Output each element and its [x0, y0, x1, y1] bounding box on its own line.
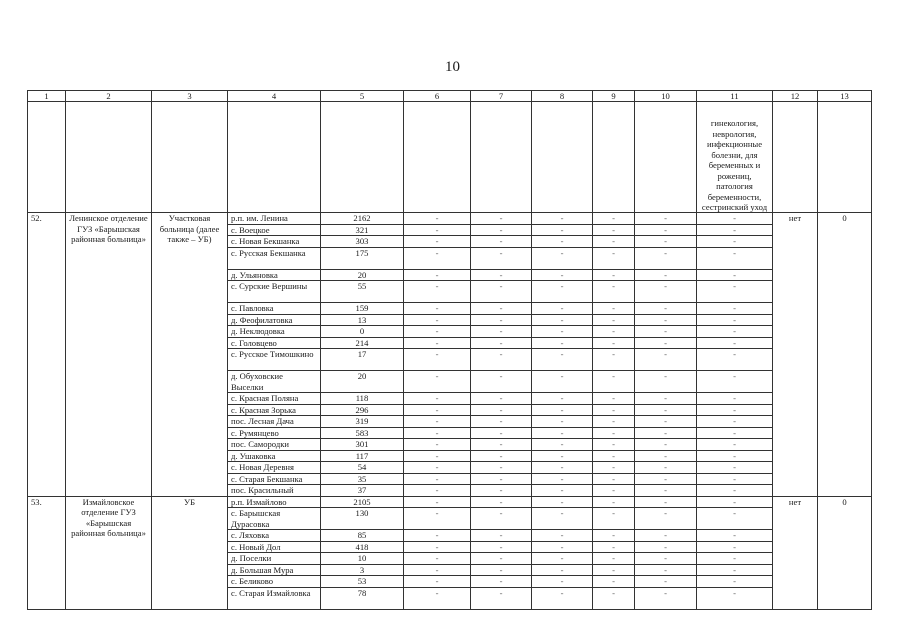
dash-cell: -	[635, 530, 697, 541]
dash-cell: -	[404, 213, 471, 224]
dash-cell: -	[697, 314, 773, 325]
dash-cell: -	[635, 236, 697, 247]
dash-cell: -	[635, 393, 697, 404]
dash-cell: -	[404, 576, 471, 587]
empty-cell	[818, 102, 872, 213]
facility-type: УБ	[152, 496, 228, 609]
dash-cell: -	[532, 462, 593, 473]
dash-cell: -	[697, 553, 773, 564]
dash-cell: -	[635, 576, 697, 587]
dash-cell: -	[404, 224, 471, 235]
dash-cell: -	[635, 213, 697, 224]
dash-cell: -	[404, 587, 471, 609]
dash-cell: -	[697, 247, 773, 269]
dash-cell: -	[593, 404, 635, 415]
dash-cell: -	[593, 281, 635, 303]
settlement-name: с. Новый Дол	[228, 541, 321, 552]
dash-cell: -	[593, 530, 635, 541]
dash-cell: -	[532, 349, 593, 371]
dash-cell: -	[697, 473, 773, 484]
dash-cell: -	[404, 314, 471, 325]
dash-cell: -	[593, 416, 635, 427]
dash-cell: -	[471, 496, 532, 507]
dash-cell: -	[593, 462, 635, 473]
population-value: 118	[321, 393, 404, 404]
dash-cell: -	[593, 508, 635, 530]
population-value: 55	[321, 281, 404, 303]
settlement-name: р.п. им. Ленина	[228, 213, 321, 224]
dash-cell: -	[471, 326, 532, 337]
population-value: 35	[321, 473, 404, 484]
header-cell: 8	[532, 91, 593, 102]
settlement-name: с. Ляховка	[228, 530, 321, 541]
settlement-name: д. Ушаковка	[228, 450, 321, 461]
dash-cell: -	[532, 439, 593, 450]
dash-cell: -	[471, 508, 532, 530]
dash-cell: -	[593, 393, 635, 404]
settlement-name: с. Старая Бекшанка	[228, 473, 321, 484]
dash-cell: -	[532, 450, 593, 461]
dash-cell: -	[697, 587, 773, 609]
settlement-name: с. Старая Измайловка	[228, 587, 321, 609]
population-value: 17	[321, 349, 404, 371]
dash-cell: -	[593, 326, 635, 337]
dash-cell: -	[532, 224, 593, 235]
dash-cell: -	[471, 587, 532, 609]
dash-cell: -	[635, 462, 697, 473]
population-value: 418	[321, 541, 404, 552]
dash-cell: -	[532, 371, 593, 393]
dash-cell: -	[697, 496, 773, 507]
dash-cell: -	[404, 541, 471, 552]
dash-cell: -	[697, 236, 773, 247]
empty-cell	[66, 102, 152, 213]
settlement-name: д. Обуховские Выселки	[228, 371, 321, 393]
dash-cell: -	[471, 427, 532, 438]
settlement-name: с. Беликово	[228, 576, 321, 587]
document-table	[27, 90, 872, 610]
dash-cell: -	[593, 236, 635, 247]
dash-cell: -	[635, 587, 697, 609]
dash-cell: -	[532, 553, 593, 564]
dash-cell: -	[697, 462, 773, 473]
dash-cell: -	[593, 496, 635, 507]
dash-cell: -	[532, 473, 593, 484]
population-value: 583	[321, 427, 404, 438]
dash-cell: -	[471, 485, 532, 496]
dash-cell: -	[471, 236, 532, 247]
table-row	[28, 496, 872, 507]
continuation-col11-cell: гинекология, неврология, инфекционные болезни, для беременных и рожениц, патология беременности, сестринский уход	[697, 102, 773, 213]
population-value: 2105	[321, 496, 404, 507]
dash-cell: -	[404, 564, 471, 575]
empty-cell	[773, 102, 818, 213]
header-cell: 13	[818, 91, 872, 102]
population-value: 296	[321, 404, 404, 415]
dash-cell: -	[471, 576, 532, 587]
dash-cell: -	[404, 473, 471, 484]
dash-cell: -	[635, 450, 697, 461]
dash-cell: -	[635, 281, 697, 303]
dash-cell: -	[471, 349, 532, 371]
settlement-name: с. Воецкое	[228, 224, 321, 235]
continuation-row	[28, 102, 872, 213]
dash-cell: -	[471, 224, 532, 235]
dash-cell: -	[635, 303, 697, 314]
dash-cell: -	[471, 337, 532, 348]
dash-cell: -	[404, 349, 471, 371]
dash-cell: -	[404, 485, 471, 496]
dash-cell: -	[404, 326, 471, 337]
header-row	[28, 91, 872, 102]
dash-cell: -	[471, 247, 532, 269]
population-value: 301	[321, 439, 404, 450]
dash-cell: -	[471, 269, 532, 280]
settlement-name: с. Павловка	[228, 303, 321, 314]
dash-cell: -	[593, 576, 635, 587]
population-value: 85	[321, 530, 404, 541]
population-value: 117	[321, 450, 404, 461]
empty-cell	[532, 102, 593, 213]
dash-cell: -	[532, 281, 593, 303]
dash-cell: -	[593, 439, 635, 450]
dash-cell: -	[635, 496, 697, 507]
table-row	[28, 213, 872, 224]
dash-cell: -	[593, 213, 635, 224]
dash-cell: -	[532, 427, 593, 438]
population-value: 321	[321, 224, 404, 235]
dash-cell: -	[532, 236, 593, 247]
header-cell: 3	[152, 91, 228, 102]
dash-cell: -	[635, 349, 697, 371]
dash-cell: -	[532, 496, 593, 507]
settlement-name: с. Румянцево	[228, 427, 321, 438]
empty-cell	[152, 102, 228, 213]
empty-cell	[228, 102, 321, 213]
population-value: 13	[321, 314, 404, 325]
dash-cell: -	[593, 224, 635, 235]
dash-cell: -	[532, 485, 593, 496]
dash-cell: -	[532, 564, 593, 575]
dash-cell: -	[532, 326, 593, 337]
dash-cell: -	[697, 508, 773, 530]
dash-cell: -	[697, 269, 773, 280]
section-number: 53.	[28, 496, 66, 609]
population-value: 2162	[321, 213, 404, 224]
dash-cell: -	[471, 462, 532, 473]
header-cell: 12	[773, 91, 818, 102]
dash-cell: -	[635, 473, 697, 484]
dash-cell: -	[635, 224, 697, 235]
dash-cell: -	[593, 247, 635, 269]
dash-cell: -	[593, 541, 635, 552]
dash-cell: -	[404, 371, 471, 393]
settlement-name: с. Барышская Дурасовка	[228, 508, 321, 530]
population-value: 214	[321, 337, 404, 348]
population-value: 319	[321, 416, 404, 427]
col12-value: нет	[773, 496, 818, 609]
empty-cell	[321, 102, 404, 213]
population-value: 78	[321, 587, 404, 609]
header-cell: 5	[321, 91, 404, 102]
dash-cell: -	[471, 473, 532, 484]
dash-cell: -	[697, 485, 773, 496]
settlement-name: с. Русское Тимошкино	[228, 349, 321, 371]
dash-cell: -	[404, 281, 471, 303]
dash-cell: -	[532, 393, 593, 404]
dash-cell: -	[471, 416, 532, 427]
dash-cell: -	[593, 485, 635, 496]
dash-cell: -	[697, 416, 773, 427]
dash-cell: -	[404, 450, 471, 461]
population-value: 20	[321, 269, 404, 280]
dash-cell: -	[404, 269, 471, 280]
header-cell: 7	[471, 91, 532, 102]
header-cell: 6	[404, 91, 471, 102]
population-value: 303	[321, 236, 404, 247]
dash-cell: -	[471, 303, 532, 314]
dash-cell: -	[532, 337, 593, 348]
dash-cell: -	[532, 247, 593, 269]
dash-cell: -	[532, 303, 593, 314]
dash-cell: -	[697, 371, 773, 393]
dash-cell: -	[697, 439, 773, 450]
dash-cell: -	[532, 576, 593, 587]
dash-cell: -	[471, 393, 532, 404]
dash-cell: -	[593, 450, 635, 461]
empty-cell	[28, 102, 66, 213]
header-cell: 4	[228, 91, 321, 102]
dash-cell: -	[593, 303, 635, 314]
dash-cell: -	[697, 337, 773, 348]
population-value: 37	[321, 485, 404, 496]
dash-cell: -	[593, 269, 635, 280]
settlement-name: с. Красная Зорька	[228, 404, 321, 415]
dash-cell: -	[471, 439, 532, 450]
dash-cell: -	[471, 530, 532, 541]
dash-cell: -	[593, 564, 635, 575]
col12-value: нет	[773, 213, 818, 496]
dash-cell: -	[404, 508, 471, 530]
dash-cell: -	[404, 462, 471, 473]
dash-cell: -	[635, 247, 697, 269]
population-value: 175	[321, 247, 404, 269]
dash-cell: -	[471, 450, 532, 461]
dash-cell: -	[593, 473, 635, 484]
settlement-name: д. Неклюдовка	[228, 326, 321, 337]
population-value: 3	[321, 564, 404, 575]
settlement-name: с. Головцево	[228, 337, 321, 348]
settlement-name: пос. Самородки	[228, 439, 321, 450]
empty-cell	[404, 102, 471, 213]
population-value: 54	[321, 462, 404, 473]
empty-cell	[635, 102, 697, 213]
dash-cell: -	[635, 314, 697, 325]
dash-cell: -	[697, 349, 773, 371]
settlement-name: д. Феофилатовка	[228, 314, 321, 325]
dash-cell: -	[635, 439, 697, 450]
dash-cell: -	[593, 427, 635, 438]
dash-cell: -	[404, 530, 471, 541]
dash-cell: -	[635, 427, 697, 438]
dash-cell: -	[404, 303, 471, 314]
settlement-name: с. Сурские Вершины	[228, 281, 321, 303]
organization-name: Измайловское отделение ГУЗ «Барышская районная больница»	[66, 496, 152, 609]
dash-cell: -	[471, 541, 532, 552]
dash-cell: -	[532, 213, 593, 224]
dash-cell: -	[697, 404, 773, 415]
dash-cell: -	[471, 213, 532, 224]
population-value: 159	[321, 303, 404, 314]
settlement-name: д. Ульяновка	[228, 269, 321, 280]
settlement-name: пос. Красильный	[228, 485, 321, 496]
page-number: 10	[445, 59, 460, 75]
dash-cell: -	[697, 224, 773, 235]
empty-cell	[471, 102, 532, 213]
dash-cell: -	[532, 404, 593, 415]
col13-value: 0	[818, 213, 872, 496]
population-value: 0	[321, 326, 404, 337]
dash-cell: -	[471, 371, 532, 393]
dash-cell: -	[697, 564, 773, 575]
dash-cell: -	[532, 416, 593, 427]
dash-cell: -	[697, 450, 773, 461]
dash-cell: -	[635, 541, 697, 552]
dash-cell: -	[635, 553, 697, 564]
dash-cell: -	[404, 496, 471, 507]
dash-cell: -	[635, 326, 697, 337]
population-value: 53	[321, 576, 404, 587]
dash-cell: -	[471, 564, 532, 575]
dash-cell: -	[471, 314, 532, 325]
dash-cell: -	[404, 404, 471, 415]
dash-cell: -	[593, 587, 635, 609]
dash-cell: -	[532, 508, 593, 530]
settlement-name: с. Русская Бекшанка	[228, 247, 321, 269]
dash-cell: -	[635, 564, 697, 575]
dash-cell: -	[697, 303, 773, 314]
dash-cell: -	[635, 416, 697, 427]
dash-cell: -	[532, 541, 593, 552]
dash-cell: -	[532, 314, 593, 325]
dash-cell: -	[404, 416, 471, 427]
dash-cell: -	[635, 337, 697, 348]
header-cell: 10	[635, 91, 697, 102]
dash-cell: -	[593, 553, 635, 564]
organization-name: Ленинское отделение ГУЗ «Барышская районная больница»	[66, 213, 152, 496]
col13-value: 0	[818, 496, 872, 609]
population-value: 10	[321, 553, 404, 564]
dash-cell: -	[471, 553, 532, 564]
settlement-name: с. Новая Деревня	[228, 462, 321, 473]
dash-cell: -	[635, 508, 697, 530]
dash-cell: -	[471, 281, 532, 303]
settlement-name: с. Новая Бекшанка	[228, 236, 321, 247]
population-value: 20	[321, 371, 404, 393]
dash-cell: -	[697, 326, 773, 337]
dash-cell: -	[635, 371, 697, 393]
dash-cell: -	[697, 576, 773, 587]
dash-cell: -	[697, 393, 773, 404]
dash-cell: -	[532, 587, 593, 609]
settlement-name: д. Большая Мура	[228, 564, 321, 575]
dash-cell: -	[593, 349, 635, 371]
dash-cell: -	[532, 269, 593, 280]
dash-cell: -	[593, 314, 635, 325]
dash-cell: -	[404, 236, 471, 247]
dash-cell: -	[404, 553, 471, 564]
header-cell: 11	[697, 91, 773, 102]
empty-cell	[593, 102, 635, 213]
dash-cell: -	[404, 337, 471, 348]
population-value: 130	[321, 508, 404, 530]
header-cell: 1	[28, 91, 66, 102]
dash-cell: -	[697, 213, 773, 224]
dash-cell: -	[404, 427, 471, 438]
section-number: 52.	[28, 213, 66, 496]
settlement-name: р.п. Измайлово	[228, 496, 321, 507]
dash-cell: -	[635, 485, 697, 496]
dash-cell: -	[593, 371, 635, 393]
dash-cell: -	[404, 439, 471, 450]
dash-cell: -	[697, 530, 773, 541]
header-cell: 2	[66, 91, 152, 102]
dash-cell: -	[635, 404, 697, 415]
settlement-name: с. Красная Поляна	[228, 393, 321, 404]
dash-cell: -	[635, 269, 697, 280]
settlement-name: д. Поселки	[228, 553, 321, 564]
facility-type: Участковая больница (далее также – УБ)	[152, 213, 228, 496]
dash-cell: -	[532, 530, 593, 541]
dash-cell: -	[697, 281, 773, 303]
dash-cell: -	[697, 541, 773, 552]
header-cell: 9	[593, 91, 635, 102]
settlement-name: пос. Лесная Дача	[228, 416, 321, 427]
dash-cell: -	[471, 404, 532, 415]
dash-cell: -	[593, 337, 635, 348]
dash-cell: -	[404, 247, 471, 269]
dash-cell: -	[697, 427, 773, 438]
dash-cell: -	[404, 393, 471, 404]
